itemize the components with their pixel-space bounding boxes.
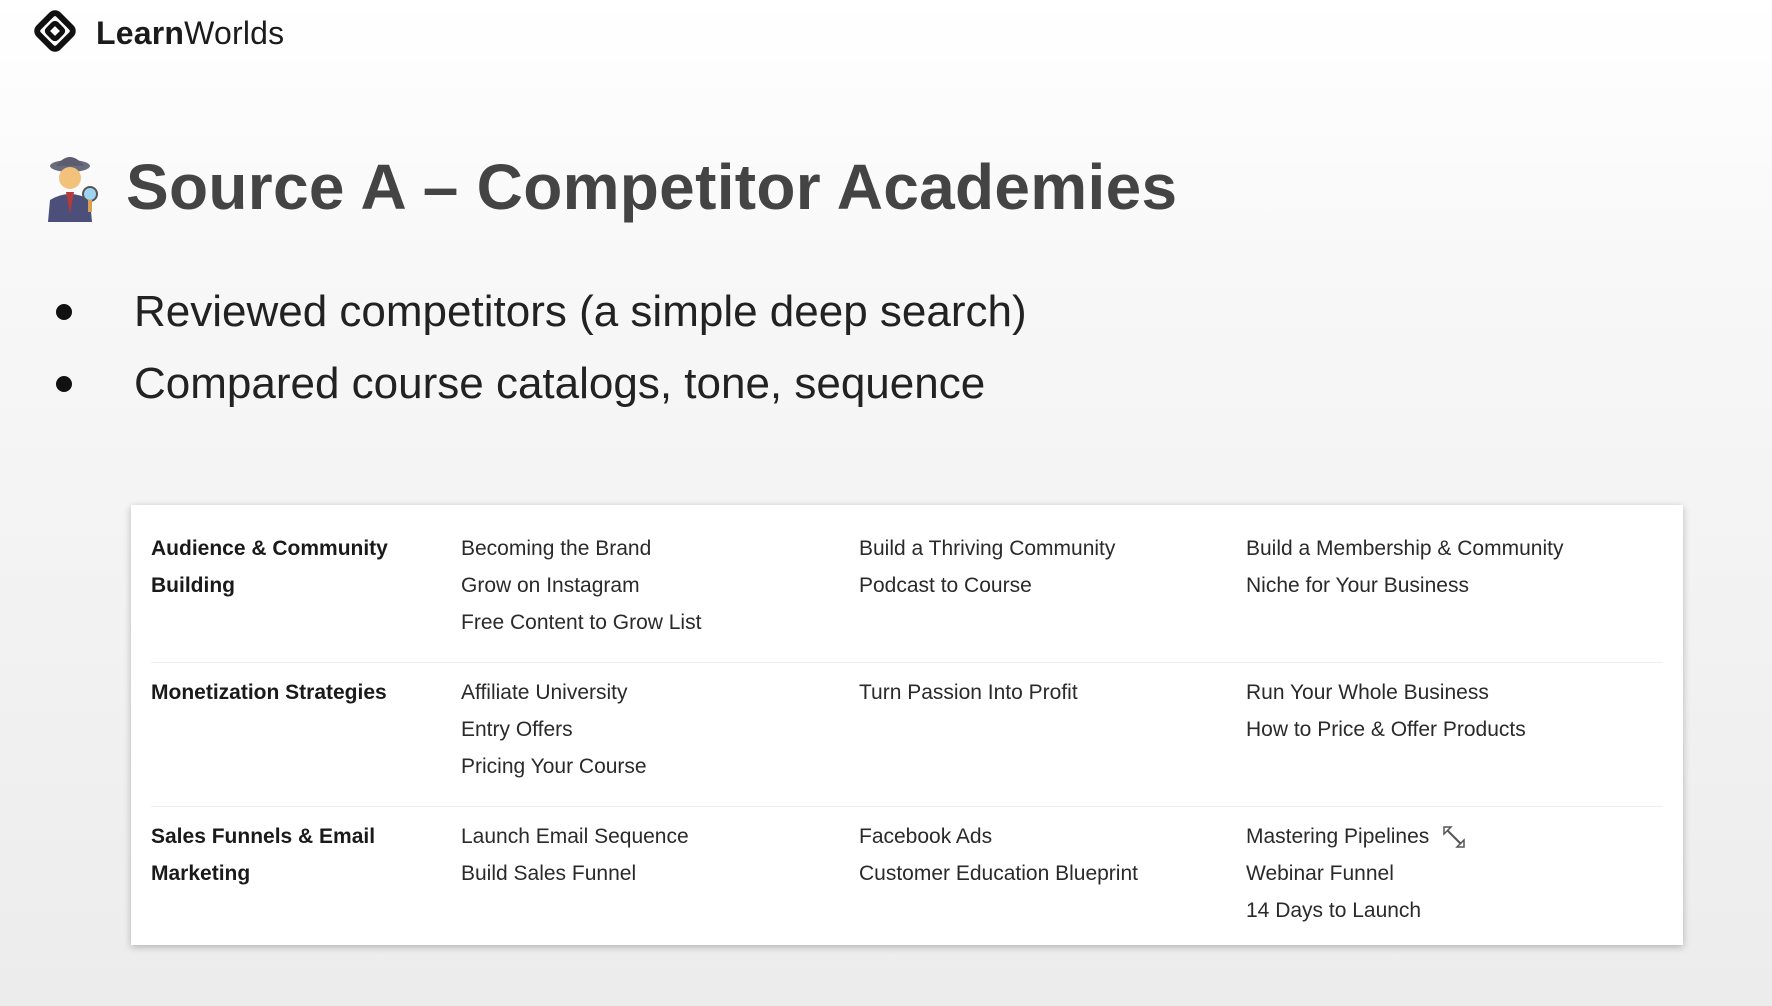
course-column <box>1246 530 1656 604</box>
course-column <box>859 674 1239 711</box>
table-row <box>151 818 1663 938</box>
table-row <box>151 674 1663 807</box>
detective-emoji-icon <box>40 152 104 222</box>
course-item: Podcast to Course <box>859 574 1032 597</box>
category-label: Monetization Strategies <box>151 681 387 704</box>
table-row <box>151 530 1663 663</box>
course-item: Grow on Instagram <box>461 574 640 597</box>
course-item: Launch Email Sequence <box>461 825 689 848</box>
course-column <box>859 530 1239 604</box>
course-item: Affiliate University <box>461 681 628 704</box>
course-item: How to Price & Offer Products <box>1246 718 1526 741</box>
course-column <box>1246 818 1656 929</box>
course-item: Becoming the Brand <box>461 537 652 560</box>
course-column <box>1246 674 1656 748</box>
course-item: Build a Thriving Community <box>859 537 1116 560</box>
course-item-with-cursor: Mastering Pipelines <box>1246 818 1656 855</box>
course-column <box>859 818 1239 892</box>
course-item: Facebook Ads <box>859 825 993 848</box>
bullet-item: Reviewed competitors (a simple deep search) <box>56 276 1027 348</box>
course-item: Build Sales Funnel <box>461 862 637 885</box>
resize-cursor-icon <box>1441 824 1467 850</box>
bullet-item: Compared course catalogs, tone, sequence <box>56 348 1027 420</box>
course-item: 14 Days to Launch <box>1246 899 1422 922</box>
course-item: Run Your Whole Business <box>1246 681 1489 704</box>
bullet-dot <box>56 304 72 320</box>
category-label: Audience & Community Building <box>151 537 388 597</box>
course-column <box>461 818 841 892</box>
bullet-dot <box>56 376 72 392</box>
course-item: Turn Passion Into Profit <box>859 681 1078 704</box>
course-column <box>461 530 841 641</box>
bullet-list <box>56 276 1027 420</box>
course-item: Webinar Funnel <box>1246 862 1394 885</box>
category-label: Sales Funnels & Email Marketing <box>151 825 376 885</box>
course-item: Free Content to Grow List <box>461 611 702 634</box>
course-item: Pricing Your Course <box>461 755 647 778</box>
slide-title-row <box>40 150 1177 224</box>
brand-name: LearnWorlds <box>96 14 285 51</box>
slide-title: Source A – Competitor Academies <box>126 151 1178 223</box>
course-item: Customer Education Blueprint <box>859 862 1138 885</box>
competitor-course-table <box>131 505 1683 945</box>
course-item: Entry Offers <box>461 718 573 741</box>
course-column <box>461 674 841 785</box>
learnworlds-logo <box>30 6 284 60</box>
course-item: Build a Membership & Community <box>1246 537 1564 560</box>
learnworlds-logo-icon <box>30 6 84 60</box>
course-item: Niche for Your Business <box>1246 574 1469 597</box>
